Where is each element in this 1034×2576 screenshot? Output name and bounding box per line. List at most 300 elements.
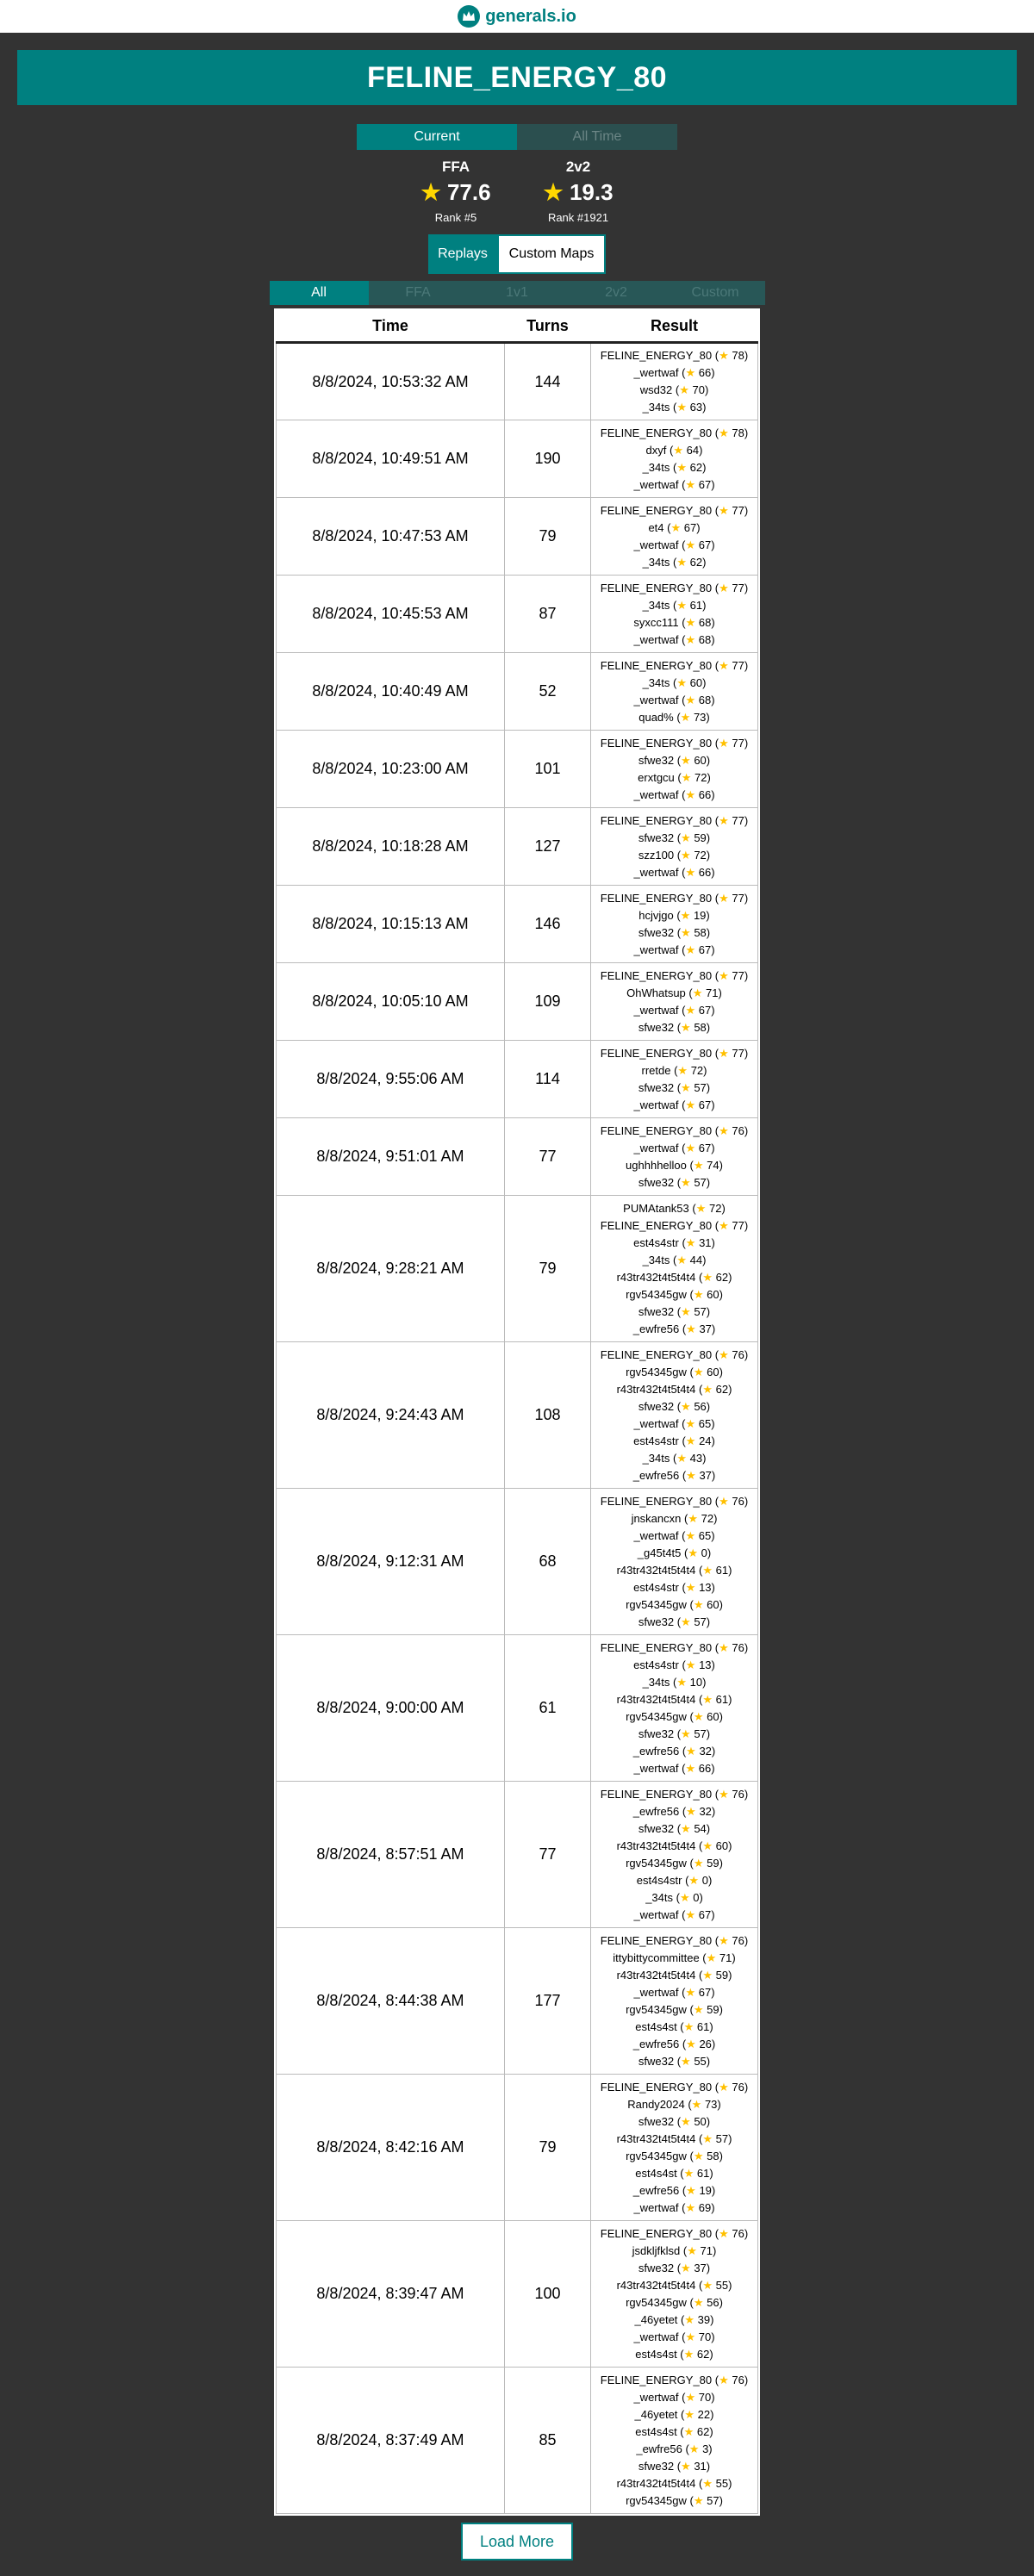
table-row[interactable] (277, 2368, 758, 2514)
player-name: _34ts (645, 1890, 673, 1904)
player-result: r43tr432t4t5t4t4 (★ 55) (616, 2476, 732, 2490)
star-icon: ★ (685, 1141, 696, 1154)
replay-result (591, 886, 758, 963)
player-rating: 54 (694, 1821, 707, 1835)
player-name: _wertwaf (633, 1003, 679, 1017)
player-name: _wertwaf (633, 787, 679, 801)
player-name: _wertwaf (633, 1098, 679, 1111)
star-icon: ★ (719, 813, 729, 827)
replay-time[interactable]: 8/8/2024, 9:55:06 AM (277, 1041, 505, 1118)
player-name: r43tr432t4t5t4t4 (616, 2131, 696, 2145)
current-toggle-button[interactable]: Current (357, 124, 517, 150)
player-rating: 77 (732, 813, 744, 827)
player-name: FELINE_ENERGY_80 (600, 736, 713, 750)
star-icon: ★ (681, 1020, 691, 1034)
replay-result (591, 1342, 758, 1489)
star-icon: ★ (685, 943, 696, 956)
player-rating: 67 (698, 1985, 712, 1999)
player-result: est4s4str (★ 24) (633, 1434, 715, 1447)
table-row[interactable] (277, 1342, 758, 1489)
filter-all[interactable]: All (270, 281, 369, 305)
star-icon: ★ (681, 1727, 691, 1740)
player-rating: 43 (689, 1451, 703, 1465)
star-icon: ★ (681, 1175, 691, 1189)
player-result: FELINE_ENERGY_80 (★ 76) (600, 1933, 749, 1947)
player-rating: 64 (686, 443, 700, 457)
player-result: _wertwaf (★ 68) (633, 693, 715, 706)
player-result: _ewfre56 (★ 37) (632, 1322, 716, 1335)
player-name: _wertwaf (633, 1141, 679, 1154)
player-result: sfwe32 (★ 57) (638, 1175, 711, 1189)
player-name: rgv54345gw (626, 1709, 687, 1723)
player-name: r43tr432t4t5t4t4 (616, 1968, 696, 1982)
star-icon: ★ (679, 383, 689, 396)
player-name: sfwe32 (638, 2261, 675, 2274)
replay-result (591, 1635, 758, 1782)
star-icon: ★ (719, 1933, 729, 1947)
star-icon: ★ (685, 1985, 696, 1999)
load-more-wrap (0, 2523, 1034, 2560)
replay-time[interactable]: 8/8/2024, 8:39:47 AM (277, 2221, 505, 2368)
player-name: FELINE_ENERGY_80 (600, 426, 713, 439)
player-rating: 68 (698, 693, 712, 706)
table-row[interactable] (277, 420, 758, 498)
player-name: rgv54345gw (626, 2295, 687, 2309)
player-name: FELINE_ENERGY_80 (600, 1494, 713, 1508)
player-rating: 77 (732, 581, 744, 594)
player-result: FELINE_ENERGY_80 (★ 77) (600, 658, 749, 672)
star-icon: ★ (681, 1821, 691, 1835)
replay-result (591, 1928, 758, 2075)
player-result: r43tr432t4t5t4t4 (★ 61) (616, 1563, 732, 1577)
period-toggle (0, 124, 1034, 150)
table-row[interactable] (277, 1782, 758, 1928)
player-result: wsd32 (★ 70) (639, 383, 709, 396)
player-name: FELINE_ENERGY_80 (600, 1640, 713, 1654)
player-rating: 57 (707, 2493, 719, 2507)
star-icon: ★ (719, 2373, 729, 2386)
table-row[interactable] (277, 731, 758, 808)
star-icon: ★ (686, 2183, 696, 2197)
player-result: FELINE_ENERGY_80 (★ 78) (600, 426, 749, 439)
table-row[interactable] (277, 1041, 758, 1118)
star-icon: ★ (680, 908, 691, 922)
player-result: _wertwaf (★ 66) (633, 1761, 715, 1775)
player-name: est4s4st (635, 2347, 677, 2361)
star-icon: ★ (684, 2312, 695, 2326)
player-rating: 66 (698, 787, 712, 801)
player-rating: 62 (715, 1382, 729, 1396)
star-icon: ★ (681, 2114, 691, 2128)
player-rating: 72 (695, 770, 707, 784)
star-icon: ★ (685, 1761, 696, 1775)
player-result: r43tr432t4t5t4t4 (★ 55) (616, 2278, 732, 2292)
replay-time[interactable]: 8/8/2024, 8:42:16 AM (277, 2075, 505, 2221)
filter-1v1[interactable]: 1v1 (468, 281, 567, 305)
player-result: r43tr432t4t5t4t4 (★ 61) (616, 1692, 732, 1706)
player-result: Randy2024 (★ 73) (627, 2097, 721, 2111)
player-rating: 68 (698, 632, 712, 646)
star-icon: ★ (681, 1399, 691, 1413)
player-result: sfwe32 (★ 57) (638, 1304, 711, 1318)
replay-result (591, 1118, 758, 1196)
star-icon: ★ (702, 1839, 713, 1852)
load-more-button[interactable]: Load More (461, 2523, 573, 2560)
replays-table (276, 310, 758, 2514)
star-icon: ★ (685, 1434, 696, 1447)
replay-time[interactable]: 8/8/2024, 9:24:43 AM (277, 1342, 505, 1489)
player-rating: 61 (696, 2166, 710, 2180)
player-rating: 59 (707, 2002, 719, 2016)
star-icon: ★ (679, 1890, 690, 1904)
table-row[interactable] (277, 1118, 758, 1196)
player-result: ittybittycommittee (★ 71) (613, 1951, 736, 1964)
replay-result (591, 1489, 758, 1635)
player-result: OhWhatsup (★ 71) (626, 986, 722, 999)
player-rating: 37 (699, 1322, 712, 1335)
filter-2v2[interactable]: 2v2 (567, 281, 666, 305)
star-icon: ★ (719, 1787, 729, 1801)
player-rating: 56 (707, 2295, 719, 2309)
player-rating: 56 (694, 1399, 707, 1413)
player-result: FELINE_ENERGY_80 (★ 77) (600, 891, 749, 905)
filter-ffa[interactable]: FFA (369, 281, 468, 305)
player-result: _wertwaf (★ 68) (633, 632, 715, 646)
player-result: syxcc111 (★ 68) (633, 615, 715, 629)
player-rating: 72 (709, 1201, 722, 1215)
star-icon: ★ (706, 1951, 717, 1964)
player-rating: 31 (699, 1235, 712, 1249)
star-icon: ★ (719, 1046, 729, 1060)
player-name: _ewfre56 (632, 2183, 680, 2197)
replay-turns: 77 (505, 1118, 591, 1196)
player-result: sfwe32 (★ 55) (638, 2054, 711, 2068)
star-icon: ★ (681, 1615, 691, 1628)
player-rating: 62 (696, 2347, 710, 2361)
replay-time[interactable]: 8/8/2024, 10:05:10 AM (277, 963, 505, 1041)
star-icon: ★ (719, 968, 729, 982)
player-name: _wertwaf (633, 1985, 679, 1999)
tab-replays[interactable]: Replays (428, 234, 497, 274)
table-row[interactable] (277, 808, 758, 886)
player-result: _34ts (★ 10) (642, 1675, 707, 1689)
star-icon: ★ (681, 1304, 691, 1318)
player-rating: 76 (732, 1123, 744, 1137)
player-name: sfwe32 (638, 1175, 675, 1189)
player-rating: 67 (683, 520, 697, 534)
player-rating: 67 (698, 1141, 712, 1154)
player-rating: 77 (732, 1046, 744, 1060)
star-icon: ★ (719, 503, 729, 517)
player-name: _34ts (642, 1675, 670, 1689)
player-result: quad% (★ 73) (638, 710, 710, 724)
player-result: rgv54345gw (★ 60) (626, 1709, 723, 1723)
all-time-toggle-button[interactable]: All Time (517, 124, 677, 150)
player-name: r43tr432t4t5t4t4 (616, 1692, 696, 1706)
star-icon: ★ (719, 2080, 729, 2094)
star-icon: ★ (685, 366, 696, 379)
table-row[interactable] (277, 886, 758, 963)
player-name: _ewfre56 (632, 1804, 680, 1818)
player-name: rretde (641, 1063, 671, 1077)
player-rating: 74 (707, 1158, 719, 1172)
star-icon: ★ (681, 1080, 691, 1094)
player-result: _wertwaf (★ 67) (633, 1098, 715, 1111)
replay-turns: 87 (505, 576, 591, 653)
player-rating: 57 (694, 1727, 707, 1740)
player-rating: 61 (715, 1692, 729, 1706)
replay-turns: 68 (505, 1489, 591, 1635)
player-name: Randy2024 (627, 2097, 685, 2111)
star-icon: ★ (693, 1365, 704, 1378)
player-rating: 63 (689, 401, 703, 414)
player-name: sfwe32 (638, 1399, 675, 1413)
player-name: _ewfre56 (632, 1744, 680, 1758)
table-header-row (277, 310, 758, 343)
star-icon: ★ (702, 2278, 713, 2292)
player-result: _ewfre56 (★ 32) (632, 1804, 716, 1818)
player-rating: 67 (698, 538, 712, 551)
table-row[interactable] (277, 2221, 758, 2368)
star-icon: ★ (719, 426, 729, 439)
star-icon: ★ (676, 1675, 687, 1689)
player-result: jsdkljfklsd (★ 71) (632, 2243, 717, 2257)
star-icon: ★ (683, 2424, 695, 2438)
replays-table-container (274, 308, 760, 2516)
player-name: _46yetet (634, 2407, 678, 2421)
player-rating: 0 (701, 1546, 707, 1559)
star-icon: ★ (693, 2493, 704, 2507)
tab-custom-maps[interactable]: Custom Maps (497, 234, 606, 274)
star-icon: ★ (693, 1158, 704, 1172)
player-result: r43tr432t4t5t4t4 (★ 62) (616, 1382, 732, 1396)
profile-username-banner: FELINE_ENERGY_80 (17, 50, 1017, 105)
player-rating: 59 (707, 1856, 719, 1870)
table-row[interactable] (277, 963, 758, 1041)
crown-logo-icon[interactable] (458, 5, 480, 28)
replay-turns: 146 (505, 886, 591, 963)
player-result: _46yetet (★ 39) (634, 2312, 714, 2326)
replay-time[interactable]: 8/8/2024, 10:47:53 AM (277, 498, 505, 576)
player-rating: 76 (732, 2226, 744, 2240)
table-row[interactable] (277, 576, 758, 653)
replay-time[interactable]: 8/8/2024, 8:44:38 AM (277, 1928, 505, 2075)
player-result: sfwe32 (★ 37) (638, 2261, 711, 2274)
player-rating: 32 (699, 1744, 712, 1758)
table-row[interactable] (277, 1196, 758, 1342)
player-result: _wertwaf (★ 70) (633, 2330, 715, 2343)
player-name: r43tr432t4t5t4t4 (616, 2476, 696, 2490)
player-name: _34ts (642, 675, 670, 689)
replay-turns: 108 (505, 1342, 591, 1489)
player-rating: 72 (694, 848, 707, 862)
replay-time[interactable]: 8/8/2024, 10:53:32 AM (277, 343, 505, 420)
star-icon: ★ (685, 1098, 696, 1111)
star-icon: ★ (685, 477, 696, 491)
replay-time[interactable]: 8/8/2024, 9:51:01 AM (277, 1118, 505, 1196)
player-name: _34ts (642, 598, 670, 612)
star-icon: ★ (684, 2407, 695, 2421)
player-name: FELINE_ENERGY_80 (600, 813, 713, 827)
replay-time[interactable]: 8/8/2024, 10:18:28 AM (277, 808, 505, 886)
player-rating: 55 (715, 2278, 729, 2292)
player-rating: 57 (694, 1615, 707, 1628)
player-result: sfwe32 (★ 56) (638, 1399, 711, 1413)
player-result: _34ts (★ 43) (642, 1451, 707, 1465)
player-result: sfwe32 (★ 31) (638, 2459, 711, 2473)
player-name: FELINE_ENERGY_80 (600, 1347, 713, 1361)
player-name: _34ts (642, 1253, 670, 1266)
replay-time[interactable]: 8/8/2024, 9:12:31 AM (277, 1489, 505, 1635)
replay-time[interactable]: 8/8/2024, 10:49:51 AM (277, 420, 505, 498)
star-icon: ★ (719, 1347, 729, 1361)
replay-time[interactable]: 8/8/2024, 9:28:21 AM (277, 1196, 505, 1342)
replay-result (591, 420, 758, 498)
player-result: et4 (★ 67) (648, 520, 701, 534)
player-result: FELINE_ENERGY_80 (★ 76) (600, 2373, 749, 2386)
player-name: sfwe32 (638, 753, 675, 767)
player-rating: 59 (694, 831, 707, 844)
player-result: sfwe32 (★ 54) (638, 1821, 711, 1835)
replay-turns: 100 (505, 2221, 591, 2368)
star-icon: ★ (719, 1218, 729, 1232)
player-result: rgv54345gw (★ 59) (626, 1856, 723, 1870)
replay-turns: 52 (505, 653, 591, 731)
player-result: FELINE_ENERGY_80 (★ 76) (600, 1494, 749, 1508)
player-result: FELINE_ENERGY_80 (★ 76) (600, 1123, 749, 1137)
player-name: _ewfre56 (636, 2442, 682, 2455)
star-icon: ★ (719, 1494, 729, 1508)
player-rating: 13 (699, 1580, 712, 1594)
replay-time[interactable]: 8/8/2024, 9:00:00 AM (277, 1635, 505, 1782)
player-rating: 66 (698, 865, 712, 879)
replay-turns: 109 (505, 963, 591, 1041)
replay-turns: 79 (505, 1196, 591, 1342)
player-rating: 58 (694, 925, 707, 939)
star-icon: ★ (676, 1253, 687, 1266)
player-name: _wertwaf (633, 2390, 679, 2404)
replay-time[interactable]: 8/8/2024, 10:40:49 AM (277, 653, 505, 731)
table-row[interactable] (277, 498, 758, 576)
replay-turns: 144 (505, 343, 591, 420)
player-name: est4s4st (635, 2424, 677, 2438)
player-rating: 77 (732, 968, 744, 982)
player-result: FELINE_ENERGY_80 (★ 77) (600, 1046, 749, 1060)
player-result: FELINE_ENERGY_80 (★ 76) (600, 1787, 749, 1801)
replay-time[interactable]: 8/8/2024, 10:23:00 AM (277, 731, 505, 808)
replay-time[interactable]: 8/8/2024, 8:57:51 AM (277, 1782, 505, 1928)
star-icon: ★ (543, 179, 564, 205)
player-rating: 72 (690, 1063, 704, 1077)
player-name: FELINE_ENERGY_80 (600, 2373, 713, 2386)
player-rating: 0 (701, 1873, 708, 1887)
player-rating: 57 (694, 1304, 707, 1318)
player-result: _wertwaf (★ 67) (633, 1003, 715, 1017)
table-row[interactable] (277, 1928, 758, 2075)
content-tabs (0, 234, 1034, 274)
stat-value (417, 179, 495, 206)
player-name: quad% (638, 710, 674, 724)
player-name: _wertwaf (633, 477, 679, 491)
player-result: _wertwaf (★ 67) (633, 943, 715, 956)
player-name: _wertwaf (633, 2330, 679, 2343)
star-icon: ★ (719, 1640, 729, 1654)
player-result: est4s4st (★ 62) (635, 2347, 713, 2361)
player-name: OhWhatsup (626, 986, 686, 999)
player-result: _wertwaf (★ 67) (633, 1141, 715, 1154)
star-icon: ★ (702, 1563, 713, 1577)
star-icon: ★ (719, 891, 729, 905)
replay-result (591, 653, 758, 731)
star-icon: ★ (719, 349, 729, 362)
player-result: rgv54345gw (★ 60) (626, 1287, 723, 1301)
star-icon: ★ (719, 1123, 729, 1137)
star-icon: ★ (688, 1546, 698, 1559)
player-name: est4s4str (633, 1434, 679, 1447)
table-row[interactable] (277, 1635, 758, 1782)
star-icon: ★ (676, 1451, 687, 1465)
player-name: r43tr432t4t5t4t4 (616, 2278, 696, 2292)
player-name: _ewfre56 (632, 2037, 680, 2050)
star-icon: ★ (676, 460, 687, 474)
site-name[interactable]: generals.io (485, 6, 576, 26)
player-result: rgv54345gw (★ 57) (626, 2493, 723, 2507)
player-name: _wertwaf (633, 1907, 679, 1921)
star-icon: ★ (685, 615, 696, 629)
replay-time[interactable]: 8/8/2024, 10:45:53 AM (277, 576, 505, 653)
player-name: FELINE_ENERGY_80 (600, 1218, 713, 1232)
player-result: _34ts (★ 63) (642, 401, 707, 414)
player-rating: 60 (707, 1365, 719, 1378)
player-rating: 26 (699, 2037, 712, 2050)
player-rating: 44 (689, 1253, 703, 1266)
player-rating: 66 (698, 366, 712, 379)
player-rating: 58 (707, 2149, 719, 2162)
player-result: rgv54345gw (★ 59) (626, 2002, 723, 2016)
player-name: ughhhhelloo (626, 1158, 687, 1172)
player-result: FELINE_ENERGY_80 (★ 77) (600, 968, 749, 982)
player-name: FELINE_ENERGY_80 (600, 2080, 713, 2094)
replay-turns: 177 (505, 1928, 591, 2075)
star-icon: ★ (702, 2476, 713, 2490)
table-row[interactable] (277, 1489, 758, 1635)
table-row[interactable] (277, 2075, 758, 2221)
player-rating: 67 (698, 1907, 712, 1921)
star-icon: ★ (681, 831, 691, 844)
player-rating: 76 (732, 1933, 744, 1947)
filter-custom[interactable]: Custom (666, 281, 765, 305)
star-icon: ★ (676, 555, 687, 569)
player-result: _ewfre56 (★ 3) (636, 2442, 713, 2455)
player-rating: 24 (699, 1434, 712, 1447)
star-icon: ★ (687, 2243, 697, 2257)
player-rating: 76 (732, 1787, 744, 1801)
table-row[interactable] (277, 653, 758, 731)
player-rating: 69 (698, 2200, 712, 2214)
player-result: _wertwaf (★ 69) (633, 2200, 715, 2214)
player-name: _wertwaf (633, 943, 679, 956)
table-row[interactable] (277, 343, 758, 420)
star-icon: ★ (702, 1270, 713, 1284)
player-rating: 57 (694, 1080, 707, 1094)
player-name: _34ts (642, 460, 670, 474)
star-icon: ★ (685, 538, 696, 551)
player-name: _wertwaf (633, 1528, 679, 1542)
player-result: _ewfre56 (★ 26) (632, 2037, 716, 2050)
star-icon: ★ (685, 2200, 696, 2214)
replay-time[interactable]: 8/8/2024, 10:15:13 AM (277, 886, 505, 963)
replay-time[interactable]: 8/8/2024, 8:37:49 AM (277, 2368, 505, 2514)
